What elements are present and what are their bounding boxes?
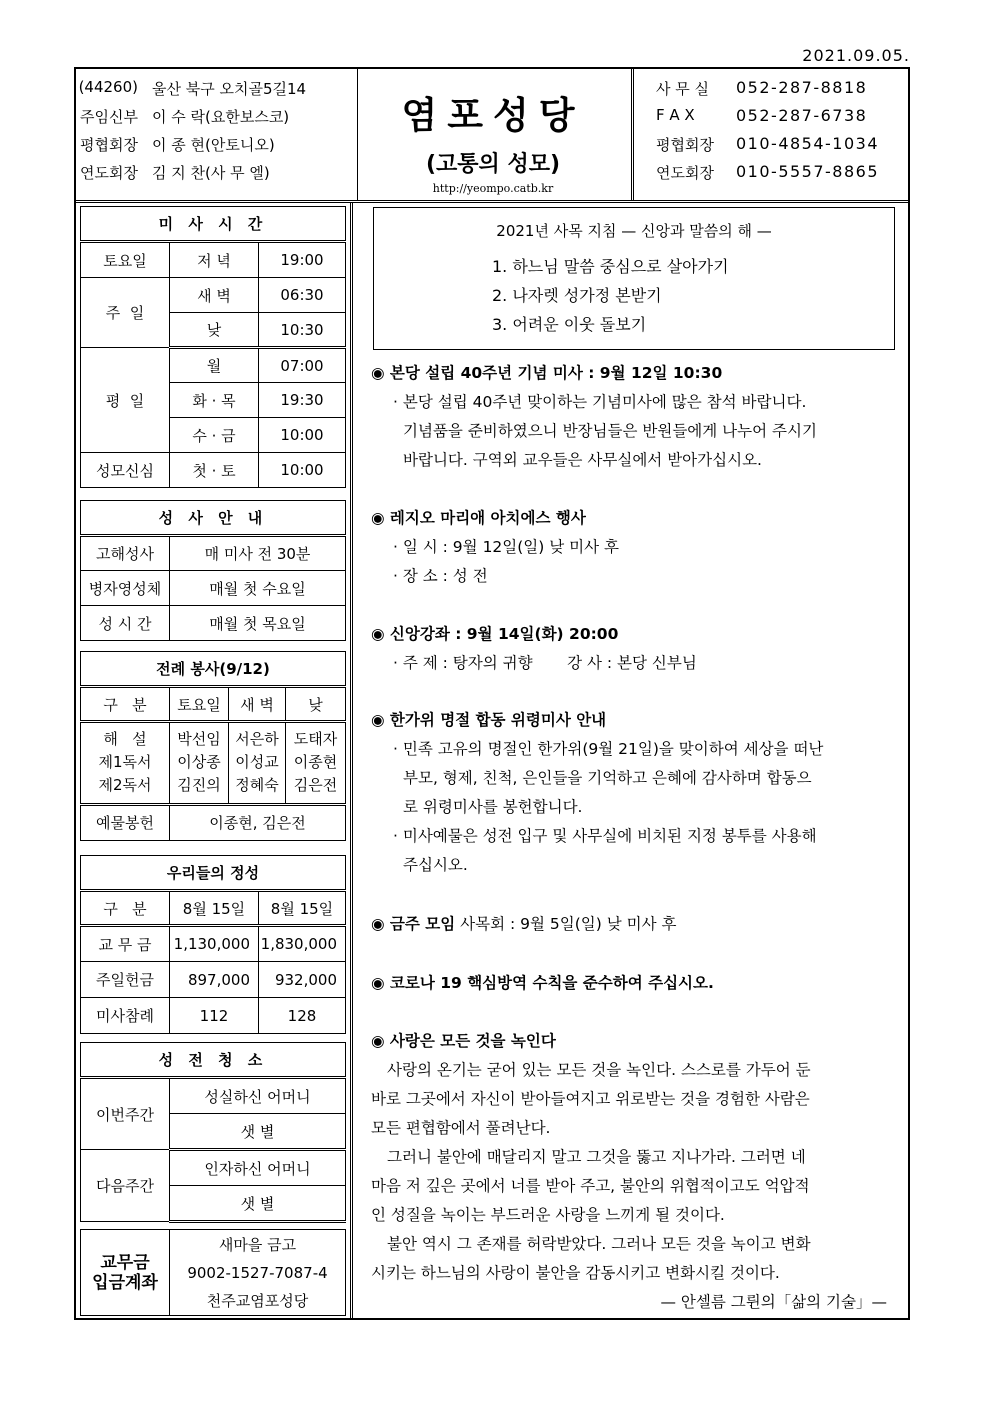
reflection-line: 바로 그곳에서 자신이 받아들여지고 위로받는 것을 경험한 사람은 xyxy=(371,1090,810,1108)
contact-number: 010-4854-1034 xyxy=(736,134,880,153)
liturgy-head: 토요일 xyxy=(170,687,229,722)
notice-line: 로 위령미사를 봉헌합니다. xyxy=(403,798,583,816)
saturday-label: 토요일 xyxy=(81,242,170,278)
mass-schedule-table xyxy=(80,206,346,488)
notice-line: · 민족 고유의 명절인 한가위(9월 21일)을 맞이하여 세상을 떠난 xyxy=(393,740,824,758)
notice-title: ◉ 코로나 19 핵심방역 수칙을 준수하여 주십시오. xyxy=(371,974,714,992)
marian-when: 첫 · 토 xyxy=(170,453,259,488)
weekday-mon: 월 xyxy=(170,348,259,383)
weekday-tue-thu-time: 19:30 xyxy=(259,383,346,418)
church-subtitle: (고통의 성모) xyxy=(425,152,561,177)
notice-line: 부모, 형제, 친척, 은인들을 기억하고 은혜에 감사하며 합동으 xyxy=(403,769,812,787)
council-president-row xyxy=(74,134,357,162)
council-president-name: 이 종 현(안토니오) xyxy=(152,136,275,154)
sunday-dawn: 새 벽 xyxy=(170,278,259,313)
contact-office xyxy=(634,78,908,106)
notice-line: 사목회 : 9월 5일(일) 낮 미사 후 xyxy=(455,915,677,933)
pastoral-motto-box xyxy=(373,207,895,350)
liturgy-role: 해 설 xyxy=(81,722,170,750)
motto-item: 3. 어려운 이웃 돌보기 xyxy=(492,315,647,334)
contact-number: 052-287-8818 xyxy=(736,78,868,97)
account-info xyxy=(170,1230,346,1316)
sacrament-title: 성 사 안 내 xyxy=(81,501,346,536)
notice-line: · 일 시 : 9월 12일(일) 낮 미사 후 xyxy=(393,538,620,556)
header-divider xyxy=(74,200,910,203)
motto-heading: 2021년 사목 지침 — 신앙과 말씀의 해 — xyxy=(496,222,772,240)
pastor-name: 이 수 락(요한보스코) xyxy=(152,108,290,126)
liturgy-person: 이종현 xyxy=(286,749,346,774)
notice-line: · 본당 설립 40주년 맞이하는 기념미사에 많은 참석 바랍니다. xyxy=(393,393,807,411)
donation-value: 897,000 xyxy=(170,962,259,998)
contact-fax xyxy=(634,106,908,134)
reflection-line: 불안 역시 그 존재를 허락받았다. 그러나 모든 것을 녹이고 변화 xyxy=(387,1235,811,1253)
notice-line: 주십시오. xyxy=(403,856,468,874)
liturgy-person: 서은하 xyxy=(229,722,286,750)
liturgy-title: 전례 봉사(9/12) xyxy=(81,652,346,687)
sacrament-value: 매월 첫 목요일 xyxy=(170,606,346,641)
reflection-line: 인 성질을 녹이는 부드러운 사랑을 느끼게 될 것이다. xyxy=(371,1206,725,1224)
notice-line: · 미사예물은 성전 입구 및 사무실에 비치된 지정 봉투를 사용해 xyxy=(393,827,817,845)
donation-head: 8월 15일 xyxy=(259,891,346,926)
liturgy-role: 제2독서 xyxy=(81,774,170,804)
reflection-source: — 안셀름 그륀의「삶의 기술」— xyxy=(660,1293,887,1311)
contact-prayer xyxy=(634,162,908,190)
notice-line: 바랍니다. 구역외 교우들은 사무실에서 받아가십시오. xyxy=(403,451,762,469)
notice-line: · 주 제 : 탕자의 귀향 강 사 : 본당 신부님 xyxy=(393,654,697,672)
saturday-when: 저 녁 xyxy=(170,242,259,278)
council-president-label: 평협회장 xyxy=(80,136,138,154)
weekday-wed-fri: 수 · 금 xyxy=(170,418,259,453)
cleaning-group: 성실하신 어머니 xyxy=(170,1078,346,1114)
liturgy-person: 도태자 xyxy=(286,722,346,750)
address: 울산 북구 오치골5길14 xyxy=(152,80,307,98)
reflection-title: ◉ 사랑은 모든 것을 녹인다 xyxy=(371,1032,556,1050)
contact-label: F A X xyxy=(656,106,695,124)
account-holder: 천주교염포성당 xyxy=(206,1291,309,1310)
offering-label: 예물봉헌 xyxy=(81,804,170,840)
notice-faith-lecture xyxy=(371,620,901,678)
reflection-line: 사랑의 온기는 굳어 있는 모든 것을 녹인다. 스스로를 가두어 둔 xyxy=(387,1061,811,1079)
sacrament-value: 매 미사 전 30분 xyxy=(170,536,346,571)
reflection-line: 시키는 하느님의 사랑이 불안을 감동시키고 변화시킬 것이다. xyxy=(371,1264,780,1282)
cleaning-group: 인자하신 어머니 xyxy=(170,1150,346,1186)
donation-value: 112 xyxy=(170,998,259,1034)
saturday-time: 19:00 xyxy=(259,242,346,278)
notice-title: ◉ 레지오 마리애 아치에스 행사 xyxy=(371,509,586,527)
cleaning-table xyxy=(80,1042,346,1223)
marian-label: 성모신심 xyxy=(81,453,170,488)
sunday-label: 주 일 xyxy=(81,278,170,348)
donation-label: 미사참례 xyxy=(81,998,170,1034)
donation-value: 932,000 xyxy=(259,962,346,998)
donation-head: 8월 15일 xyxy=(170,891,259,926)
marian-time: 10:00 xyxy=(259,453,346,488)
contact-label: 평협회장 xyxy=(656,136,714,154)
notice-title: ◉ 본당 설립 40주년 기념 미사 : 9월 12일 10:30 xyxy=(371,364,723,382)
contact-label: 사 무 실 xyxy=(656,80,710,98)
notice-memorial-mass xyxy=(371,706,901,880)
sunday-day: 낮 xyxy=(170,313,259,348)
contact-label: 연도회장 xyxy=(656,164,714,182)
notice-covid xyxy=(371,969,901,998)
reflection-line: 그러니 불안에 매달리지 말고 그것을 뚫고 지나가라. 그러면 네 xyxy=(387,1148,806,1166)
prayer-president-label: 연도회장 xyxy=(80,164,138,182)
sunday-day-time: 10:30 xyxy=(259,313,346,348)
account-bank: 새마을 금고 xyxy=(218,1235,297,1254)
notice-meeting xyxy=(371,910,901,939)
cleaning-this-week-label: 이번주간 xyxy=(81,1078,170,1150)
motto-item: 2. 나자렛 성가정 본받기 xyxy=(492,286,662,305)
donation-head: 구 분 xyxy=(81,891,170,926)
liturgy-person: 정혜숙 xyxy=(229,774,286,804)
donation-value: 1,130,000 xyxy=(170,926,259,962)
liturgy-table xyxy=(80,651,346,841)
weekday-wed-fri-time: 10:00 xyxy=(259,418,346,453)
church-title: 염포성당 xyxy=(401,94,585,137)
weekday-label: 평 일 xyxy=(81,348,170,453)
liturgy-head: 새 벽 xyxy=(229,687,286,722)
cleaning-group: 샛 별 xyxy=(170,1114,346,1150)
pastor-row xyxy=(74,106,357,134)
cleaning-title: 성 전 청 소 xyxy=(81,1043,346,1078)
church-url[interactable]: http://yeompo.catb.kr xyxy=(432,182,554,195)
cleaning-group: 샛 별 xyxy=(170,1186,346,1222)
liturgy-person: 박선임 xyxy=(170,722,229,750)
contact-number: 052-287-6738 xyxy=(736,106,868,125)
donation-label: 주일헌금 xyxy=(81,962,170,998)
liturgy-role: 제1독서 xyxy=(81,749,170,774)
donation-table xyxy=(80,855,346,1034)
reflection-line: 마음 저 깊은 곳에서 너를 받아 주고, 불안의 위협적이고도 억압적 xyxy=(371,1177,810,1195)
pastor-label: 주임신부 xyxy=(80,108,138,126)
sacrament-value: 매월 첫 수요일 xyxy=(170,571,346,606)
sacrament-label: 병자영성체 xyxy=(81,571,170,606)
liturgy-head: 낮 xyxy=(286,687,346,722)
mass-schedule-title: 미 사 시 간 xyxy=(81,207,346,242)
donation-value: 128 xyxy=(259,998,346,1034)
sacrament-label: 고해성사 xyxy=(81,536,170,571)
cleaning-next-week-label: 다음주간 xyxy=(81,1150,170,1222)
offering-value: 이종현, 김은전 xyxy=(170,804,346,840)
liturgy-head: 구 분 xyxy=(81,687,170,722)
account-number: 9002-1527-7087-4 xyxy=(187,1263,328,1282)
weekday-tue-thu: 화 · 목 xyxy=(170,383,259,418)
donation-value: 1,830,000 xyxy=(259,926,346,962)
account-table xyxy=(80,1229,346,1316)
sacrament-table xyxy=(80,500,346,641)
notice-title: ◉ 한가위 명절 합동 위령미사 안내 xyxy=(371,711,607,729)
sacrament-label: 성 시 간 xyxy=(81,606,170,641)
notice-line: 기념품을 준비하였으니 반장님들은 반원들에게 나누어 주시기 xyxy=(403,422,817,440)
header xyxy=(74,67,910,202)
address-row xyxy=(74,78,357,106)
prayer-president-row xyxy=(74,162,357,190)
liturgy-person: 이상종 xyxy=(170,749,229,774)
account-label-line2: 입금계좌 xyxy=(92,1272,158,1293)
notice-line: · 장 소 : 성 전 xyxy=(393,567,488,585)
liturgy-person: 이성교 xyxy=(229,749,286,774)
weekday-mon-time: 07:00 xyxy=(259,348,346,383)
header-title-block xyxy=(358,67,628,200)
account-label-line1: 교무금 xyxy=(100,1252,150,1273)
notice-anniversary xyxy=(371,359,901,475)
reflection-line: 모든 편협함에서 풀려난다. xyxy=(371,1119,551,1137)
motto-item: 1. 하느님 말씀 중심으로 살아가기 xyxy=(492,257,729,276)
notice-title: ◉ 금주 모임 xyxy=(371,915,456,933)
notice-legio xyxy=(371,504,901,591)
donation-title: 우리들의 정성 xyxy=(81,856,346,891)
donation-label: 교 무 금 xyxy=(81,926,170,962)
bulletin-date: 2021.09.05. xyxy=(802,46,910,65)
column-divider xyxy=(350,203,353,1320)
notice-title: ◉ 신앙강좌 : 9월 14일(화) 20:00 xyxy=(371,625,619,643)
contact-number: 010-5557-8865 xyxy=(736,162,880,181)
liturgy-person: 김은전 xyxy=(286,774,346,804)
postcode: (44260) xyxy=(78,78,138,96)
liturgy-person: 김진의 xyxy=(170,774,229,804)
prayer-president-name: 김 지 찬(사 무 엘) xyxy=(152,164,270,182)
reflection-love xyxy=(371,1027,901,1317)
contact-council xyxy=(634,134,908,162)
header-church-info xyxy=(74,67,358,200)
sunday-dawn-time: 06:30 xyxy=(259,278,346,313)
header-contacts xyxy=(631,67,908,200)
account-label xyxy=(81,1230,170,1316)
